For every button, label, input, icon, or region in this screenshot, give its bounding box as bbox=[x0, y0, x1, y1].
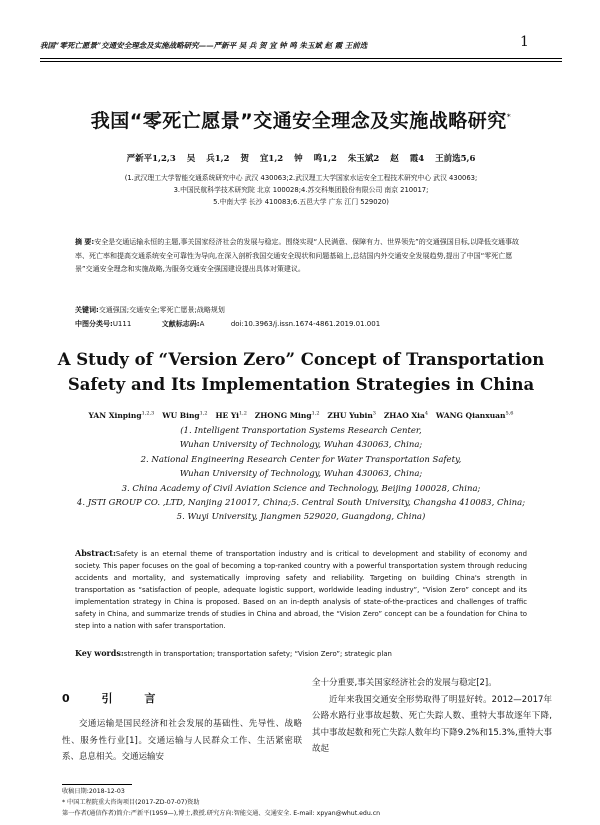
abstract-en bbox=[75, 547, 527, 632]
affiliation-cn-line: 5.中南大学 长沙 410083;6.五邑大学 广东 江门 529020) bbox=[213, 198, 389, 206]
keywords-cn bbox=[75, 304, 527, 318]
title-cn-text: 我国“零死亡愿景”交通安全理念及实施战略研究 bbox=[90, 110, 507, 132]
keywords-cn-label: 关键词: bbox=[75, 306, 99, 314]
footnote-received: 收稿日期:2018-12-03 bbox=[62, 788, 125, 795]
keywords-cn-text: 交通强国;交通安全;零死亡愿景;战略规划 bbox=[98, 306, 225, 314]
keywords-en bbox=[75, 647, 527, 660]
affiliation-en-line: (1. Intelligent Transportation Systems Research Center, bbox=[180, 426, 422, 436]
footnote-author: 第一作者(通信作者)简介:严新平(1959—),博士,教授.研究方向:智能交通、交通安全. E-mail: xpyan@whut.edu.cn bbox=[62, 810, 381, 817]
affiliation-en-line: 4. JSTI GROUP CO. ,LTD, Nanjing 210017, China;5. Central South University, Changsha 410083, China; bbox=[76, 498, 526, 509]
author-en: HE Yi$^{1,2}$ bbox=[215, 410, 247, 420]
doi: doi:10.3963/j.issn.1674-4861.2019.01.001 bbox=[230, 320, 381, 328]
affiliation-en-line: 5. Wuyi University, Jiangmen 529020, Guangdong, China) bbox=[176, 512, 426, 523]
abstract-en-label: Abstract: bbox=[75, 548, 116, 558]
clc-label: 中图分类号: bbox=[75, 320, 113, 328]
author-en: ZHAO Xia$^4$ bbox=[383, 410, 429, 420]
keywords-en-label: Key words: bbox=[75, 648, 124, 658]
title-en-line: A Study of “Version Zero” Concept of Transportation bbox=[57, 350, 545, 369]
footnote-fund: * 中国工程院重大咨询项目(2017-ZD-07-07)资助 bbox=[62, 799, 200, 806]
affiliation-en-line: 3. China Academy of Civil Aviation Science and Technology, Beijing 100028, China; bbox=[121, 483, 481, 494]
section-heading: 0 引 言 bbox=[62, 692, 170, 705]
body-left-column bbox=[62, 716, 302, 766]
body-paragraph: 交通运输是国民经济和社会发展的基础性、先导性、战略性、服务性行业[1]。交通运输与人民群众工作、生活紧密联系、息息相关。交通运输安 bbox=[62, 719, 302, 762]
title-en-line: Safety and Its Implementation Strategies in China bbox=[67, 375, 535, 394]
clc-value: U111 bbox=[112, 320, 132, 328]
author-en: ZHONG Ming$^{1,2}$ bbox=[254, 410, 320, 420]
keywords-en-text: strength in transportation; transportation safety; “Vision Zero”; strategic plan bbox=[123, 650, 392, 658]
affiliation-cn-line: (1.武汉理工大学智能交通系统研究中心 武汉 430063;2.武汉理工大学国家水运安全工程技术研究中心 武汉 430063; bbox=[124, 174, 478, 182]
page-number: 1 bbox=[520, 34, 529, 50]
doc-code-value: A bbox=[199, 320, 205, 328]
body-paragraph: 近年来我国交通安全形势取得了明显好转。2012—2017年公路水路行业事故起数、死亡失踪人数、重特大事故逐年下降,其中事故起数和死亡失踪人数年均下降9.2%和15.3%,重特大事故起 bbox=[312, 694, 552, 754]
affiliation-en-line: Wuhan University of Technology, Wuhan 430063, China; bbox=[179, 469, 423, 480]
header-rule-thin bbox=[40, 61, 562, 62]
title-cn-mark: * bbox=[506, 112, 512, 122]
body-paragraph-continued: 全十分重要,事关国家经济社会的发展与稳定[2]。 bbox=[312, 678, 497, 688]
title-en bbox=[40, 347, 562, 397]
doc-code-label: 文献标志码: bbox=[161, 320, 200, 328]
body-right-column bbox=[312, 675, 552, 758]
running-header: 我国“零死亡愿景”交通安全理念及实施战略研究——严新平 吴 兵 贺 宜 钟 鸣 朱玉斌 赵 霞 王前选 bbox=[40, 41, 368, 50]
author-en: YAN Xinping$^{1,2,3}$ bbox=[88, 410, 155, 420]
abstract-cn bbox=[75, 236, 527, 277]
author-en: WU Bing$^{1,2}$ bbox=[162, 410, 208, 420]
abstract-cn-label: 摘 要: bbox=[75, 238, 95, 246]
title-cn bbox=[40, 106, 562, 133]
author-en: WANG Qianxuan$^{5,6}$ bbox=[435, 410, 514, 420]
affiliation-en-line: Wuhan University of Technology, Wuhan 430063, China; bbox=[179, 440, 423, 451]
affiliation-cn-line: 3.中国民航科学技术研究院 北京 100028;4.苏交科集团股份有限公司 南京 210017; bbox=[173, 186, 429, 194]
author-en: ZHU Yubin$^3$ bbox=[327, 410, 376, 420]
affiliations-en bbox=[40, 424, 562, 525]
affiliations-cn bbox=[40, 172, 562, 208]
classification-line bbox=[75, 318, 527, 332]
footnote-rule bbox=[62, 784, 132, 785]
abstract-en-text: Safety is an eternal theme of transportation industry and is critical to development and stability of economy and society. This paper focuses on the goal of becoming a top-ranked country with a powerful transportation system through reducing accidents and mortality, and systematically improving safety and reliability. Targeting on building China's strength in transportation as “satisfaction of people, adequate logistic support, worldwide leading industry”, “Vision Zero” concept and its implementation strategy in China is proposed. Based on an in-depth analysis of state-of-the-practices and challenges of traffic safety in China, and summarize trends of studies in China and abroad, the “Vision Zero” concept can be a foundation for China to step into a nation with safer transportation. bbox=[75, 550, 527, 630]
abstract-cn-text: 安全是交通运输永恒的主题,事关国家经济社会的发展与稳定。围绕实现“人民满意、保障有力、世界领先”的交通强国目标,以降低交通事故率、死亡率和提高交通系统安全可靠性为导向,在深入剖析我国交通安全现状和问题基础上,总结国内外交通安全发展趋势,提出了中国“零死亡愿景”交通安全理念和实施战略,为服务交通安全强国建设提出具体对策建议。 bbox=[75, 238, 519, 273]
affiliation-en-line: 2. National Engineering Research Center for Water Transportation Safety, bbox=[140, 454, 462, 465]
authors-en bbox=[40, 410, 562, 420]
authors-cn: 严新平1,2,3 吴 兵1,2 贺 宜1,2 钟 鸣1,2 朱玉斌2 赵 霞4 王前选5,6 bbox=[126, 154, 476, 164]
header-rule bbox=[40, 58, 562, 59]
